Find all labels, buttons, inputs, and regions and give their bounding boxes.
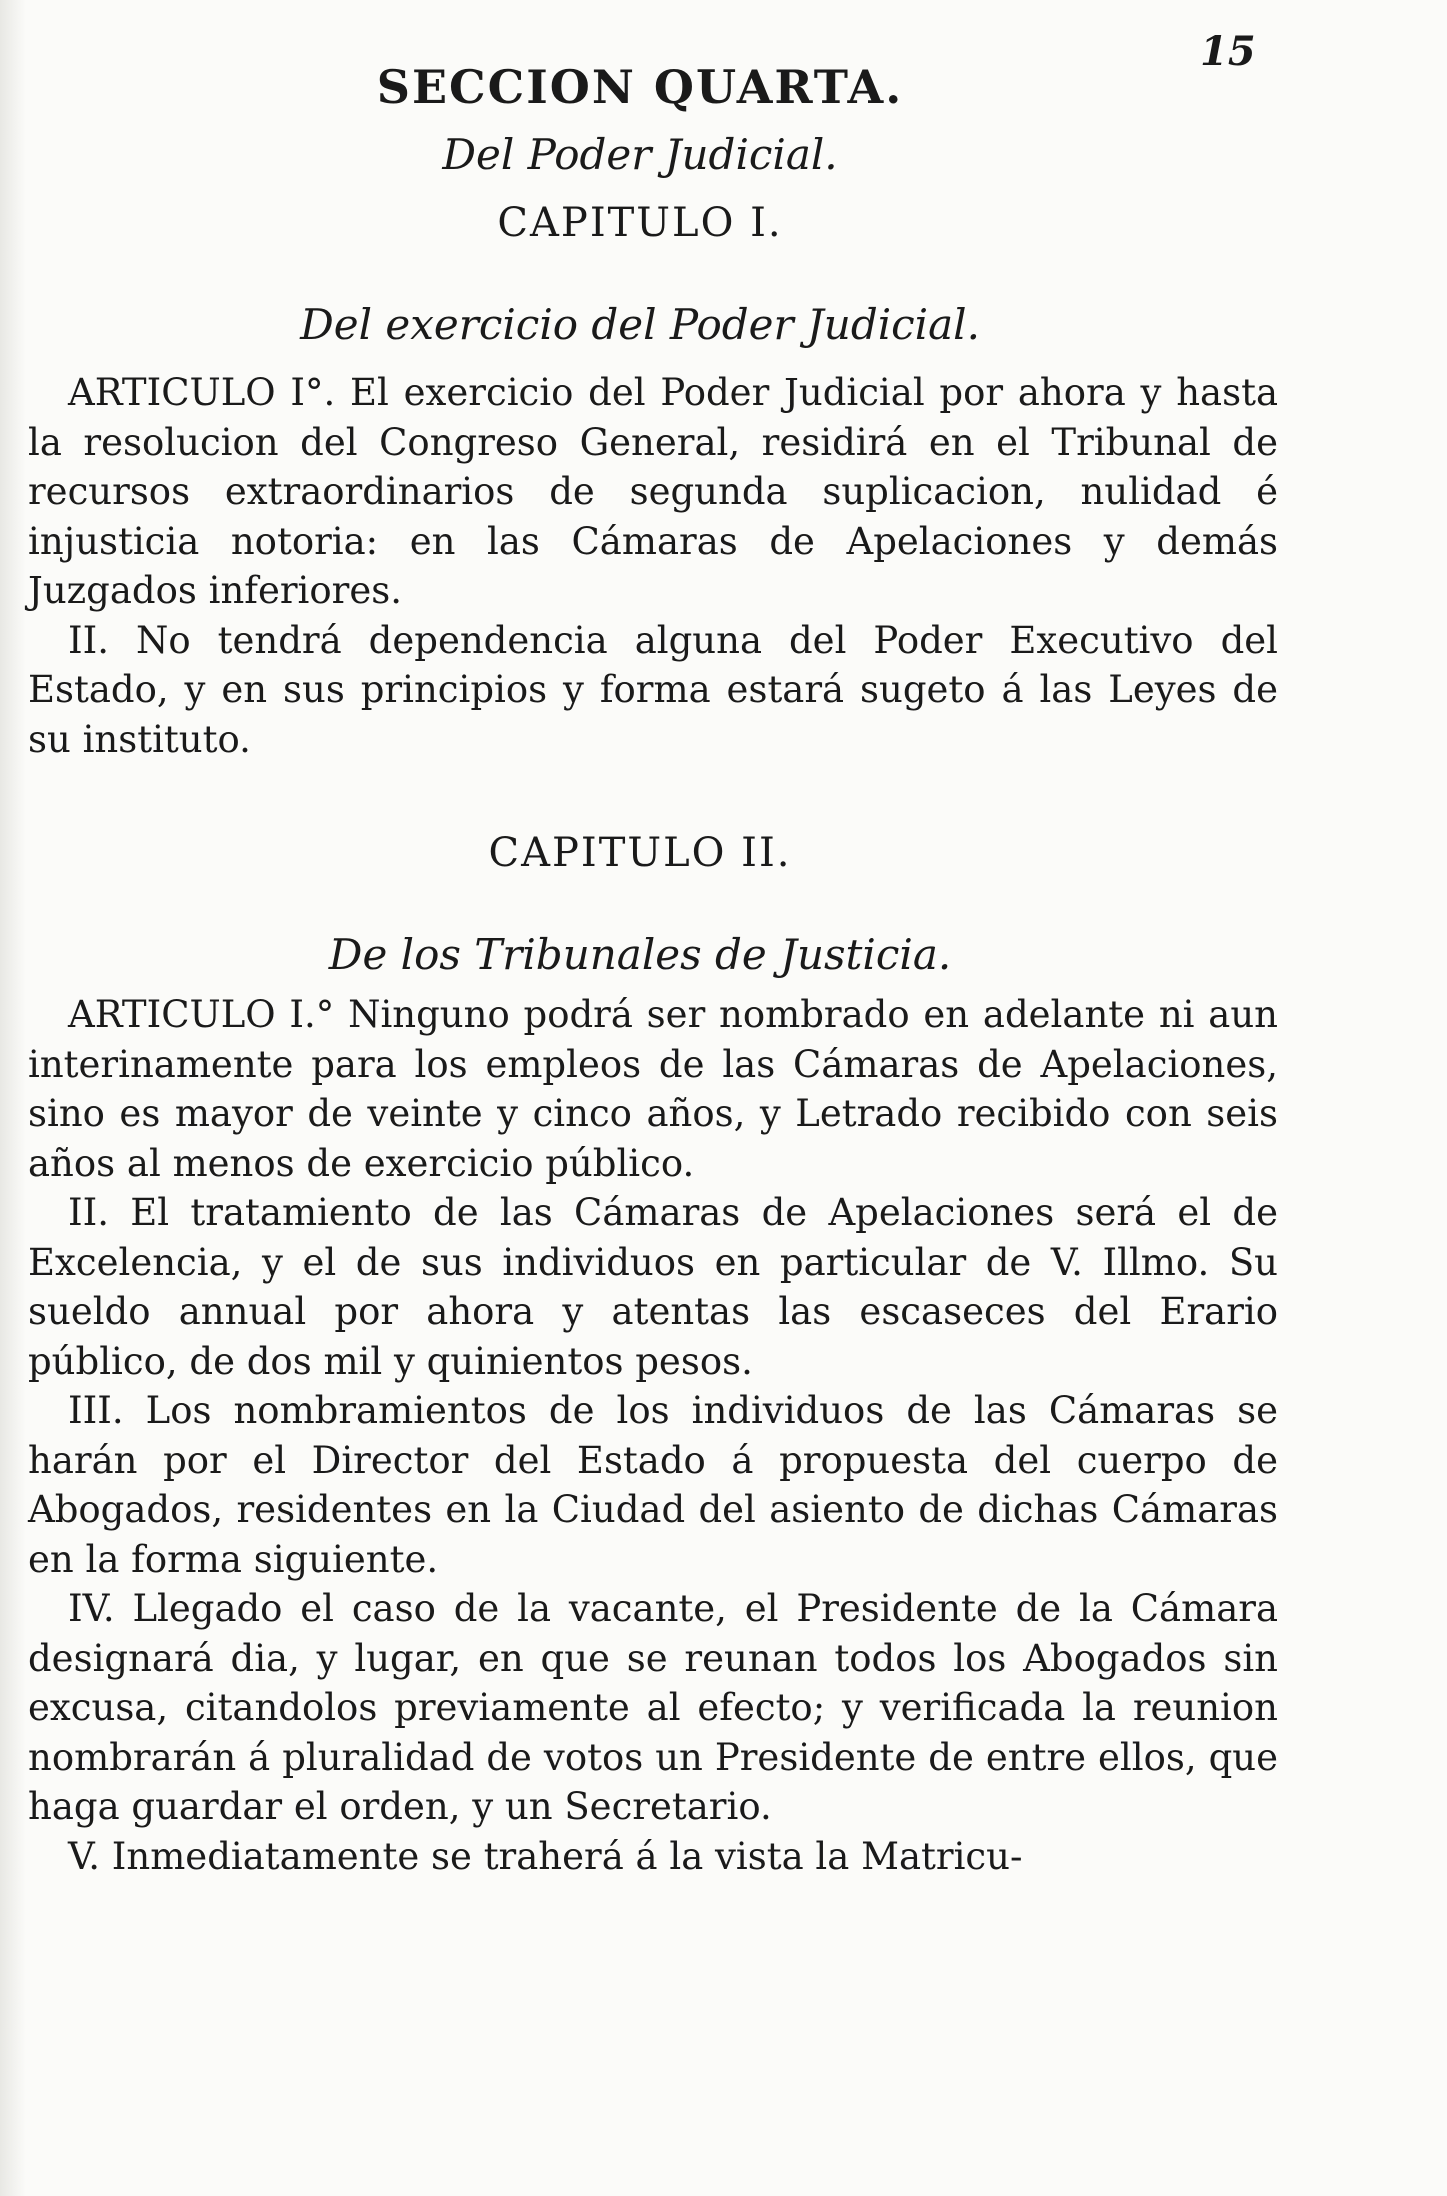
chapter-2-article-3: III. Los nombramientos de los individuos de las Cámaras se harán por el Director del Estado á propuesta del cuerpo de Abogados, residentes en la Ciudad del asiento de dichas Cámaras en la forma siguiente. (28, 1389, 1278, 1581)
chapter-1-article-2: II. No tendrá dependencia alguna del Poder Executivo del Estado, y en sus principios y forma estará sugeto á las Leyes de su instituto. (28, 618, 1278, 761)
page-binding-edge (0, 0, 26, 2196)
chapter-2-body (28, 990, 1278, 1881)
chapter-1-body (28, 368, 1278, 764)
chapter-2-article-2: II. El tratamiento de las Cámaras de Apelaciones será el de Excelencia, y el de sus individuos en particular de V. Illmo. Su sueldo annual por ahora y atentas las escaseces del Erario público, de dos mil y quinientos pesos. (28, 1191, 1278, 1383)
chapter-2-article-1: ARTICULO I.° Ninguno podrá ser nombrado en adelante ni aun interinamente para los empleos de las Cámaras de Apelaciones, sino es mayor de veinte y cinco años, y Letrado recibido con seis años al menos de exercicio público. (28, 993, 1278, 1185)
chapter-1-heading: CAPITULO I. (497, 200, 783, 246)
chapter-2-article-5: V. Inmediatamente se traherá á la vista la Matricu- (68, 1834, 1023, 1878)
chapter-1-title: Del exercicio del Poder Judicial. (300, 300, 980, 349)
page-number: 15 (1200, 28, 1256, 75)
chapter-2-title: De los Tribunales de Justicia. (328, 930, 952, 979)
section-title: SECCION QUARTA. (376, 60, 904, 114)
section-subtitle: Del Poder Judicial. (442, 130, 838, 179)
chapter-2-heading: CAPITULO II. (488, 830, 792, 876)
chapter-1-article-1: ARTICULO I°. El exercicio del Poder Judicial por ahora y hasta la resolucion del Congreso General, residirá en el Tribunal de recursos extraordinarios de segunda suplicacion, nulidad é injusticia notoria: en las Cámaras de Apelaciones y demás Juzgados inferiores. (28, 371, 1278, 612)
chapter-2-article-4: IV. Llegado el caso de la vacante, el Presidente de la Cámara designará dia, y lugar, en que se reunan todos los Abogados sin excusa, citandolos previamente al efecto; y verificada la reunion nombrarán á pluralidad de votos un Presidente de entre ellos, que haga guardar el orden, y un Secretario. (28, 1587, 1278, 1828)
